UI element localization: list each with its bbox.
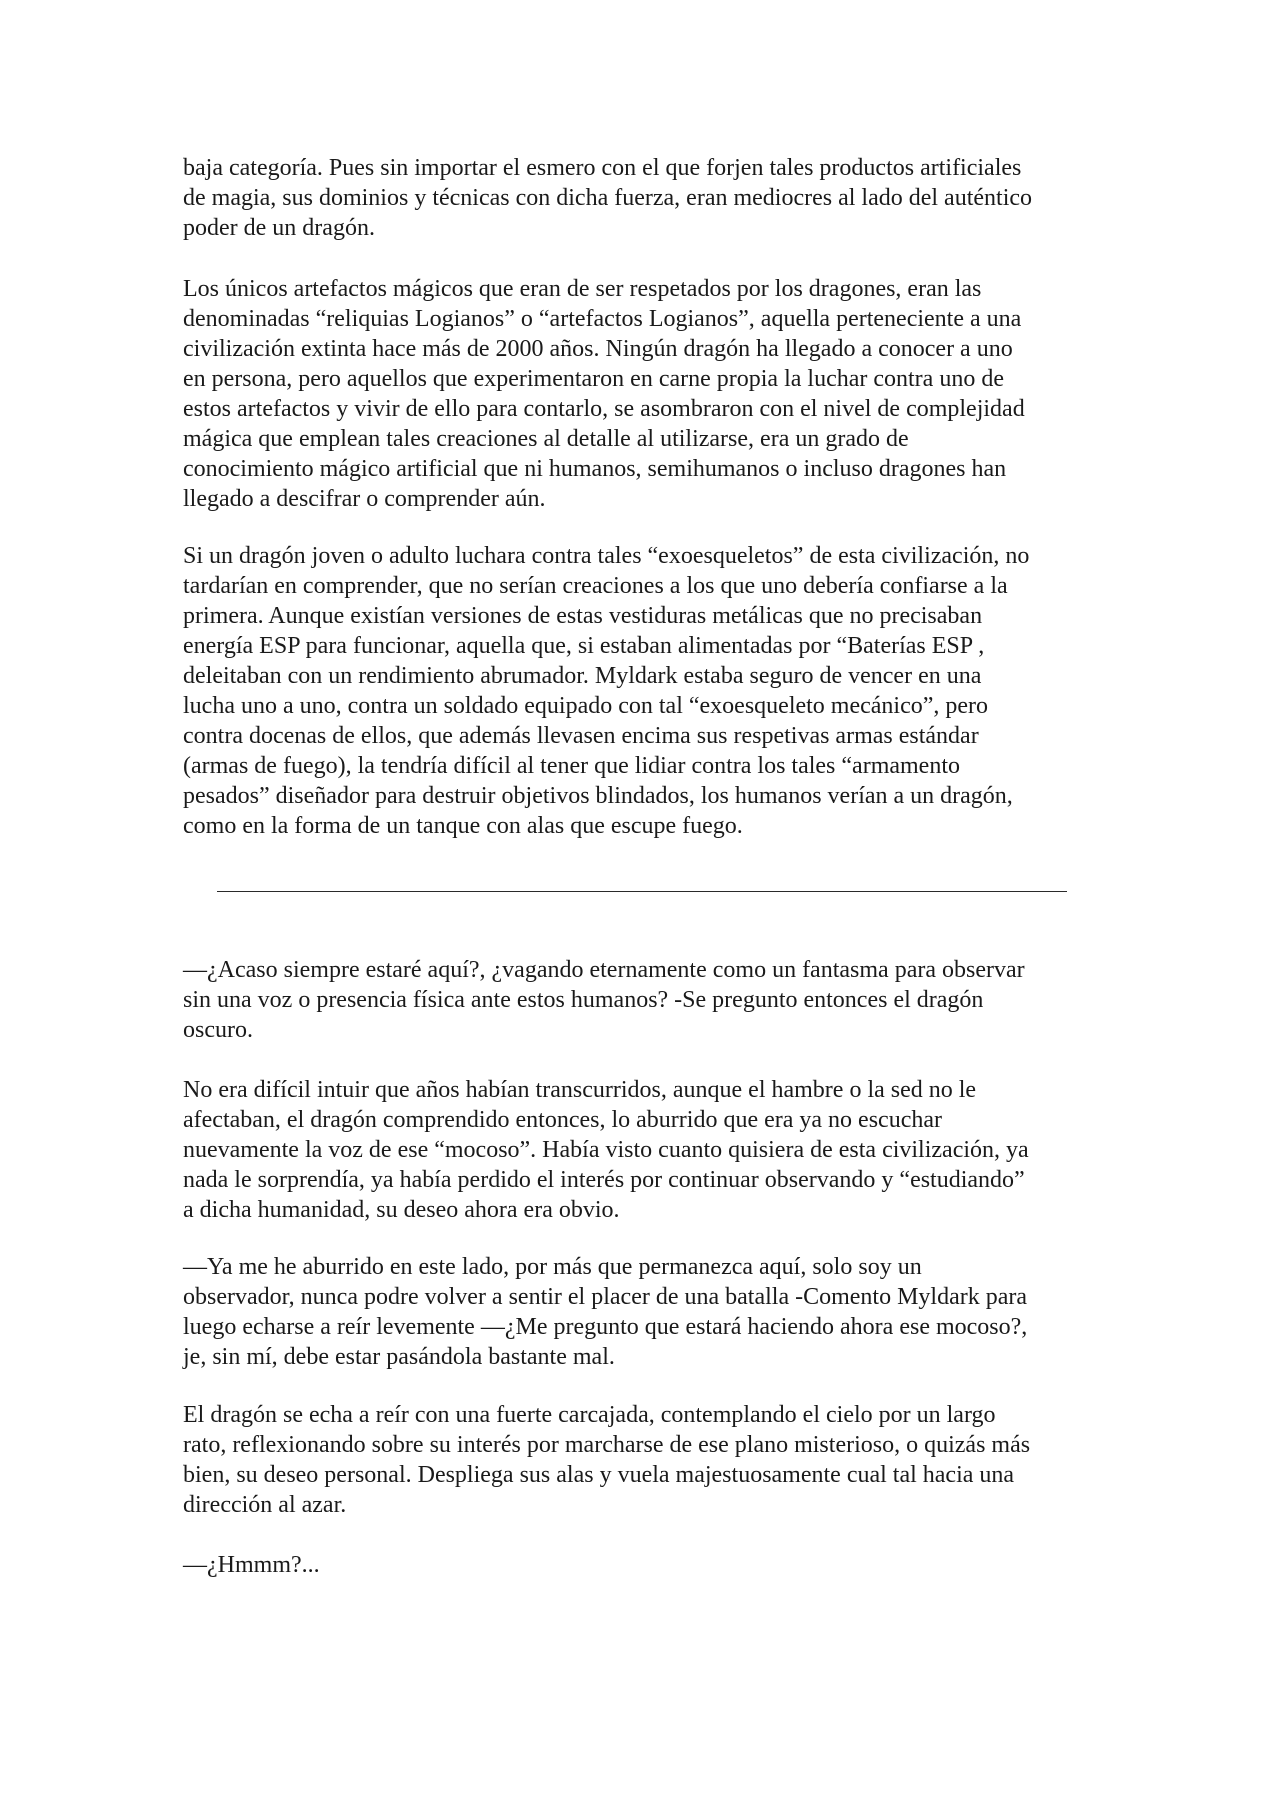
- text-line: nada le sorprendía, ya había perdido el interés por continuar observando y “estudiando”: [183, 1167, 1025, 1193]
- text-line: civilización extinta hace más de 2000 años. Ningún dragón ha llegado a conocer a uno: [183, 336, 1013, 362]
- text-line: pesados” diseñador para destruir objetivos blindados, los humanos verían a un dragón,: [183, 783, 1013, 809]
- text-line: oscuro.: [183, 1017, 253, 1043]
- text-line: sin una voz o presencia física ante estos humanos? -Se pregunto entonces el dragón: [183, 987, 984, 1013]
- text-line: contra docenas de ellos, que además llevasen encima sus respetivas armas estándar: [183, 723, 979, 749]
- text-line: dirección al azar.: [183, 1492, 347, 1518]
- text-line: bien, su deseo personal. Despliega sus alas y vuela majestuosamente cual tal hacia una: [183, 1462, 1015, 1488]
- text-line: conocimiento mágico artificial que ni humanos, semihumanos o incluso dragones han: [183, 456, 1007, 482]
- text-line: a dicha humanidad, su deseo ahora era obvio.: [183, 1197, 620, 1223]
- text-line: observador, nunca podre volver a sentir el placer de una batalla -Comento Myldark para: [183, 1284, 1028, 1310]
- paragraph: [183, 1550, 1113, 1580]
- text-line: baja categoría. Pues sin importar el esmero con el que forjen tales productos artificiales: [183, 155, 1022, 181]
- text-line: je, sin mí, debe estar pasándola bastante mal.: [183, 1344, 615, 1370]
- text-line: Si un dragón joven o adulto luchara contra tales “exoesqueletos” de esta civilización, no: [183, 543, 1030, 569]
- text-line: (armas de fuego), la tendría difícil al tener que lidiar contra los tales “armamento: [183, 753, 960, 779]
- text-line: de magia, sus dominios y técnicas con dicha fuerza, eran mediocres al lado del auténtico: [183, 185, 1033, 211]
- text-line: en persona, pero aquellos que experimentaron en carne propia la luchar contra uno de: [183, 366, 1004, 392]
- text-line: —Ya me he aburrido en este lado, por más que permanezca aquí, solo soy un: [183, 1254, 922, 1280]
- text-line: rato, reflexionando sobre su interés por marcharse de ese plano misterioso, o quizás más: [183, 1432, 1031, 1458]
- text-line: denominadas “reliquias Logianos” o “artefactos Logianos”, aquella perteneciente a una: [183, 306, 1022, 332]
- text-line: primera. Aunque existían versiones de estas vestiduras metálicas que no precisaban: [183, 603, 983, 629]
- text-line: Los únicos artefactos mágicos que eran de ser respetados por los dragones, eran las: [183, 276, 982, 302]
- paragraph: [183, 955, 1113, 1045]
- section-divider: [217, 891, 1067, 892]
- paragraph: [183, 274, 1113, 514]
- text-line: No era difícil intuir que años habían transcurridos, aunque el hambre o la sed no le: [183, 1077, 977, 1103]
- text-line: estos artefactos y vivir de ello para contarlo, se asombraron con el nivel de complejidad: [183, 396, 1025, 422]
- text-line: nuevamente la voz de ese “mocoso”. Había visto cuanto quisiera de esta civilización, ya: [183, 1137, 1029, 1163]
- paragraph: [183, 153, 1113, 243]
- text-line: tardarían en comprender, que no serían creaciones a los que uno debería confiarse a la: [183, 573, 1008, 599]
- text-line: luego echarse a reír levemente —¿Me pregunto que estará haciendo ahora ese mocoso?,: [183, 1314, 1028, 1340]
- text-line: —¿Hmmm?...: [183, 1552, 320, 1578]
- text-line: —¿Acaso siempre estaré aquí?, ¿vagando eternamente como un fantasma para observar: [183, 957, 1025, 983]
- text-line: afectaban, el dragón comprendido entonces, lo aburrido que era ya no escuchar: [183, 1107, 942, 1133]
- text-line: poder de un dragón.: [183, 215, 375, 241]
- text-line: mágica que emplean tales creaciones al detalle al utilizarse, era un grado de: [183, 426, 909, 452]
- paragraph: [183, 1252, 1113, 1372]
- paragraph: [183, 1075, 1113, 1225]
- text-line: energía ESP para funcionar, aquella que, si estaban alimentadas por “Baterías ESP ,: [183, 633, 985, 659]
- text-line: como en la forma de un tanque con alas que escupe fuego.: [183, 813, 743, 839]
- text-line: llegado a descifrar o comprender aún.: [183, 486, 546, 512]
- text-line: deleitaban con un rendimiento abrumador. Myldark estaba seguro de vencer en una: [183, 663, 982, 689]
- text-line: El dragón se echa a reír con una fuerte carcajada, contemplando el cielo por un largo: [183, 1402, 996, 1428]
- paragraph: [183, 541, 1113, 841]
- text-line: lucha uno a uno, contra un soldado equipado con tal “exoesqueleto mecánico”, pero: [183, 693, 989, 719]
- paragraph: [183, 1400, 1113, 1520]
